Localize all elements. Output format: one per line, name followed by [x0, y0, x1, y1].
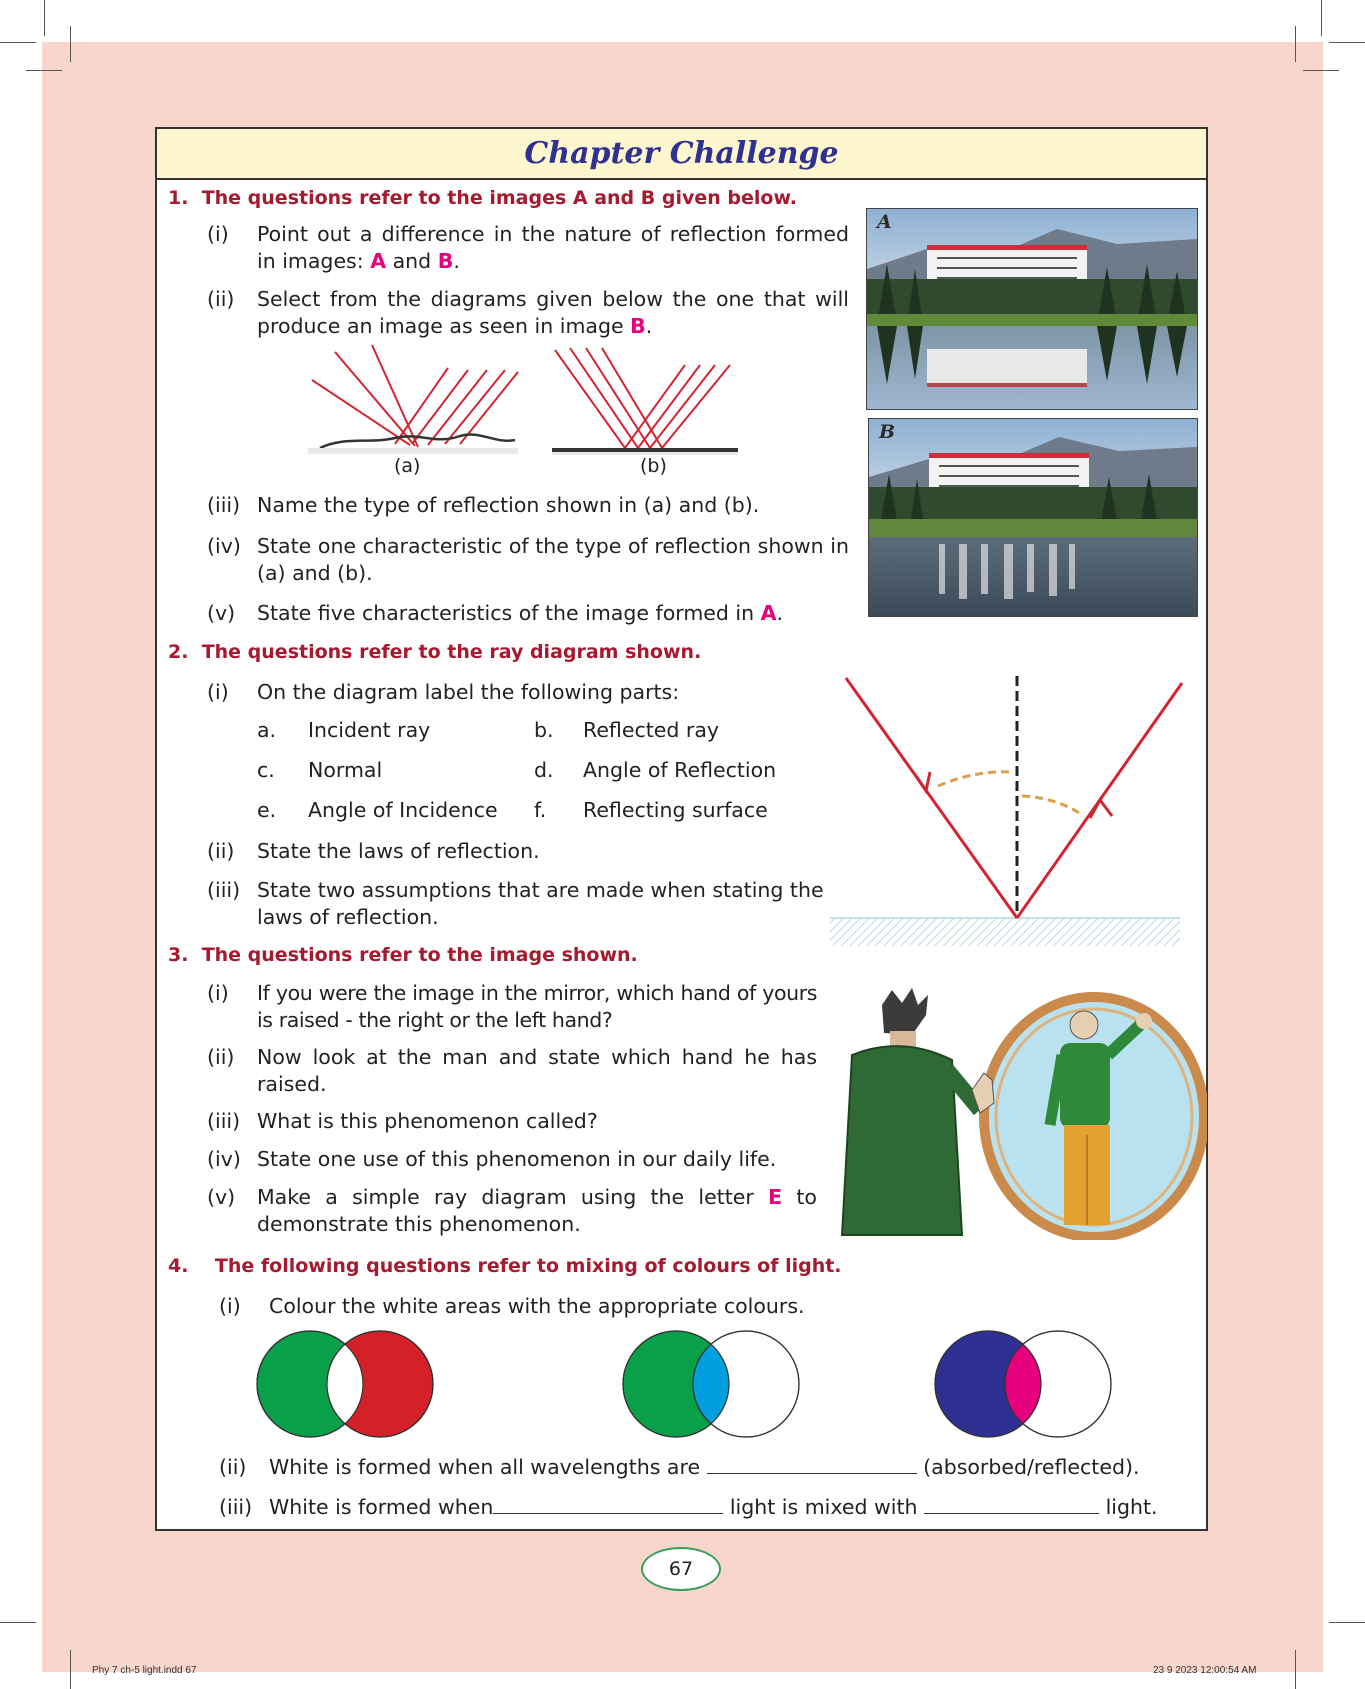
crop-mark [1295, 1650, 1296, 1689]
q1-i-text: Point out a difference in the nature of reflection formed in images: A and B. [257, 222, 849, 273]
q2-heading: 2. The questions refer to the ray diagram shown. [168, 641, 702, 663]
crop-mark [44, 0, 45, 36]
q3-iv-num: (iv) [207, 1147, 241, 1171]
q4-i-num: (i) [219, 1294, 241, 1318]
q4-ii-num: (ii) [219, 1455, 247, 1479]
venn-green-cyan [621, 1329, 803, 1439]
q1-heading: 1. The questions refer to the images A and B given below. [168, 187, 798, 209]
part-reflected-ray: Reflected ray [583, 718, 720, 742]
diffuse-reflection-diagram [300, 340, 520, 455]
q3-i-text: If you were the image in the mirror, which hand of yours is raised - the right or the left hand? [257, 981, 817, 1032]
q4-heading: 4. The following questions refer to mixing of colours of light. [168, 1255, 842, 1277]
q1-v-num: (v) [207, 601, 236, 625]
q4-i-text: Colour the white areas with the appropriate colours. [269, 1294, 805, 1318]
q4-iii-num: (iii) [219, 1495, 253, 1519]
q3-iii-text: What is this phenomenon called? [257, 1109, 598, 1133]
q3-heading: 3. The questions refer to the image shown. [168, 944, 638, 966]
photo-b-hotel-diffuse [868, 418, 1198, 617]
q1-iv-num: (iv) [207, 534, 241, 558]
part-angle-of-incidence: Angle of Incidence [308, 798, 498, 822]
q3-i-num: (i) [207, 981, 229, 1005]
q3-ii-num: (ii) [207, 1045, 235, 1069]
part-f-letter: f. [534, 798, 547, 822]
crop-mark [1295, 26, 1296, 62]
part-c-letter: c. [257, 758, 275, 782]
q2-iii-text: State two assumptions that are made when stating the laws of reflection. [257, 878, 824, 929]
page-number: 67 [641, 1547, 721, 1591]
venn-blue-magenta [933, 1329, 1115, 1439]
part-normal: Normal [308, 758, 383, 782]
q3-iv-text: State one use of this phenomenon in our daily life. [257, 1147, 777, 1171]
q1-v-text: State five characteristics of the image formed in A. [257, 601, 784, 625]
q2-i-num: (i) [207, 680, 229, 704]
q3-iii-num: (iii) [207, 1109, 241, 1133]
part-reflecting-surface: Reflecting surface [583, 798, 768, 822]
crop-mark [0, 42, 36, 43]
crop-mark [1329, 42, 1365, 43]
q4-iii-text: White is formed when light is mixed with light. [269, 1495, 1158, 1519]
photo-a-label: A [877, 211, 892, 233]
q2-iii-num: (iii) [207, 878, 241, 902]
crop-mark [0, 1622, 36, 1623]
part-incident-ray: Incident ray [308, 718, 431, 742]
q1-ii-num: (ii) [207, 287, 235, 311]
mirror-illustration [822, 985, 1207, 1240]
crop-mark [1329, 1622, 1365, 1623]
q3-v-text: Make a simple ray diagram using the letter E to demonstrate this phenomenon. [257, 1185, 817, 1236]
page-title: Chapter Challenge [524, 136, 839, 171]
ray-diagram [830, 668, 1200, 958]
answer-blank[interactable] [924, 1495, 1099, 1514]
crop-mark [1321, 0, 1322, 36]
photo-b-label: B [879, 421, 896, 443]
footer-timestamp: 23 9 2023 12:00:54 AM [1153, 1665, 1257, 1676]
part-a-letter: a. [257, 718, 277, 742]
q1-iii-text: Name the type of reflection shown in (a) and (b). [257, 493, 760, 517]
diagram-a-label: (a) [394, 455, 421, 477]
footer-file-name: Phy 7 ch-5 light.indd 67 [92, 1665, 197, 1676]
venn-green-red [255, 1329, 437, 1439]
part-b-letter: b. [534, 718, 554, 742]
q1-ii-text: Select from the diagrams given below the one that will produce an image as seen in image B. [257, 287, 849, 338]
q4-ii-text: White is formed when all wavelengths are (absorbed/reflected). [269, 1455, 1140, 1479]
q1-iv-text: State one characteristic of the type of reflection shown in (a) and (b). [257, 534, 849, 585]
answer-blank[interactable] [707, 1455, 917, 1474]
q2-i-text: On the diagram label the following parts: [257, 680, 680, 704]
q3-ii-text: Now look at the man and state which hand he has raised. [257, 1045, 817, 1096]
part-angle-of-reflection: Angle of Reflection [583, 758, 777, 782]
photo-a-hotel-reflection [866, 208, 1198, 410]
title-bar [157, 129, 1206, 180]
regular-reflection-diagram [550, 340, 740, 455]
crop-mark [70, 1650, 71, 1689]
q2-ii-text: State the laws of reflection. [257, 839, 540, 863]
part-d-letter: d. [534, 758, 554, 782]
q1-iii-num: (iii) [207, 493, 241, 517]
q1-i-num: (i) [207, 222, 229, 246]
answer-blank[interactable] [493, 1495, 723, 1514]
q2-ii-num: (ii) [207, 839, 235, 863]
crop-mark [1303, 70, 1339, 71]
diagram-b-label: (b) [640, 455, 667, 477]
crop-mark [26, 70, 62, 71]
q3-v-num: (v) [207, 1185, 236, 1209]
part-e-letter: e. [257, 798, 277, 822]
crop-mark [70, 26, 71, 62]
